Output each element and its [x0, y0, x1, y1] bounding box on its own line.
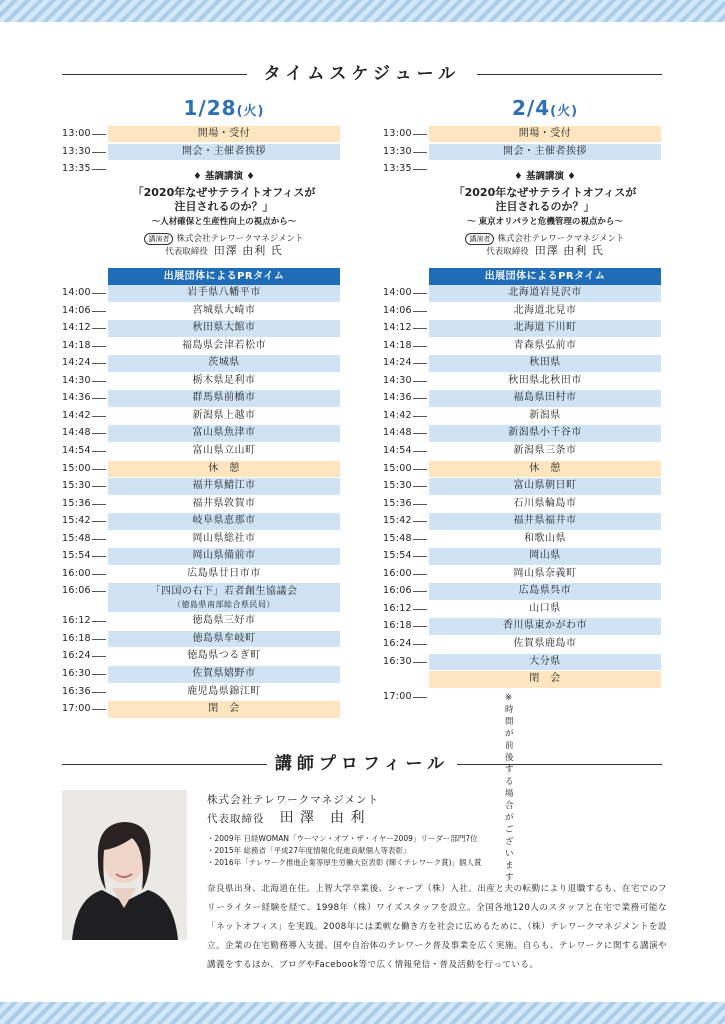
schedule-bar: 閉 会 — [429, 671, 661, 688]
time-tick — [92, 311, 106, 312]
time-label: 15:42 — [383, 515, 412, 527]
lecturer-line2 — [415, 245, 675, 258]
schedule-bar: 徳島県牟岐町 — [108, 631, 340, 648]
time-tick — [92, 521, 106, 522]
time-label: 14:18 — [383, 339, 412, 351]
lecturer-role: 代表取締役 — [486, 247, 529, 257]
schedule-bar: 新潟県小千谷市 — [429, 425, 661, 442]
top-stripe-decoration — [0, 0, 725, 22]
time-label: 13:00 — [383, 128, 412, 139]
schedule-bar: 秋田県大館市 — [108, 320, 340, 337]
schedule-bar: 福井県福井市 — [429, 513, 661, 530]
date-weekday: (火) — [236, 104, 265, 119]
award-item: ・2015年 総務省「平成27年度情報化促進貢献個人等表彰」 — [207, 846, 411, 855]
time-tick — [413, 539, 427, 540]
time-label: 14:30 — [383, 374, 412, 386]
date-header — [104, 96, 344, 120]
time-tick — [92, 469, 106, 470]
time-tick — [413, 134, 427, 135]
time-label: 14:06 — [383, 304, 412, 316]
lecturer-badge: 講演者 — [144, 233, 173, 245]
time-label: 13:00 — [62, 128, 91, 139]
lecturer-badge: 講演者 — [465, 233, 494, 245]
time-tick — [413, 591, 427, 592]
time-tick — [92, 621, 106, 622]
time-tick — [92, 539, 106, 540]
schedule-bar: 新潟県三条市 — [429, 443, 661, 460]
time-tick — [413, 293, 427, 294]
profile-name: 田 澤 由 利 — [279, 810, 366, 826]
time-tick — [413, 574, 427, 575]
time-tick — [92, 293, 106, 294]
time-label: 15:36 — [383, 497, 412, 509]
profile-name-line — [207, 807, 667, 827]
schedule-bar: 富山県立山町 — [108, 443, 340, 460]
time-label: 15:00 — [383, 462, 412, 474]
award-item: ・2016年「テレワーク推進企業等厚生労働大臣表彰 (輝くテレワーク賞)」個人賞 — [207, 858, 482, 867]
time-tick — [92, 486, 106, 487]
time-label: 16:12 — [62, 615, 91, 627]
time-label: 13:35 — [62, 163, 91, 174]
keynote-label: ♦ 基調講演 ♦ — [193, 171, 255, 182]
time-label: 14:06 — [62, 304, 91, 316]
time-tick — [413, 469, 427, 470]
time-label: 15:30 — [383, 480, 412, 492]
time-label: 16:36 — [62, 685, 91, 697]
schedule-bar: 秋田県北秋田市 — [429, 373, 661, 390]
lecturer-line2 — [94, 245, 354, 258]
time-tick — [413, 311, 427, 312]
time-tick — [413, 504, 427, 505]
keynote-title-line1: 「2020年なぜサテライトオフィスが — [453, 186, 637, 199]
schedule-bar: 茨城県 — [108, 355, 340, 372]
time-tick — [92, 709, 106, 710]
time-label: 16:00 — [383, 567, 412, 579]
profile-heading — [62, 752, 662, 776]
time-label: 14:48 — [62, 427, 91, 439]
schedule-bar: 新潟県 — [429, 408, 661, 425]
schedule-bar: 群馬県前橋市 — [108, 390, 340, 407]
time-label: 15:42 — [62, 515, 91, 527]
schedule-bar: 和歌山県 — [429, 531, 661, 548]
time-label: 16:00 — [62, 567, 91, 579]
keynote-subtitle: ～人材確保と生産性向上の視点から～ — [151, 217, 297, 227]
time-label: 16:06 — [62, 585, 91, 597]
time-label: 17:00 — [383, 690, 412, 702]
schedule-bar: 休 憩 — [429, 461, 661, 478]
time-tick — [413, 346, 427, 347]
time-label: 13:35 — [383, 163, 412, 174]
time-tick — [92, 152, 106, 153]
time-tick — [413, 398, 427, 399]
time-tick — [413, 328, 427, 329]
pr-time-header: 出展団体によるPRタイム — [429, 268, 661, 285]
time-label: 16:30 — [383, 655, 412, 667]
time-label: 15:54 — [62, 550, 91, 562]
time-tick — [413, 556, 427, 557]
time-tick — [92, 556, 106, 557]
bottom-stripe-decoration — [0, 1002, 725, 1024]
time-label: 14:36 — [383, 392, 412, 404]
time-tick — [413, 697, 427, 698]
time-label: 16:24 — [62, 650, 91, 662]
time-tick — [92, 398, 106, 399]
keynote-label: ♦ 基調講演 ♦ — [514, 171, 576, 182]
date-value: 2/4 — [511, 96, 551, 120]
schedule-bar: 佐賀県嬉野市 — [108, 666, 340, 683]
time-tick — [92, 674, 106, 675]
time-label: 14:54 — [383, 444, 412, 456]
schedule-bar: 岡山県 — [429, 548, 661, 565]
time-label: 16:24 — [383, 638, 412, 649]
schedule-bar: 広島県呉市 — [429, 583, 661, 600]
time-label: 16:06 — [383, 585, 412, 597]
time-tick — [92, 328, 106, 329]
time-label: 14:48 — [383, 427, 412, 439]
time-label: 15:54 — [383, 550, 412, 562]
time-tick — [413, 451, 427, 452]
date-header — [425, 96, 665, 120]
time-label: 16:12 — [383, 602, 412, 614]
time-label: 14:18 — [62, 339, 91, 351]
time-tick — [92, 451, 106, 452]
time-tick — [92, 504, 106, 505]
schedule-bar: 秋田県 — [429, 355, 661, 372]
schedule-bar: 青森県弘前市 — [429, 338, 661, 355]
schedule-bar: 山口県 — [429, 601, 661, 618]
schedule-bar: 佐賀県鹿島市 — [429, 636, 661, 653]
time-tick — [413, 416, 427, 417]
schedule-bar: 福井県敦賀市 — [108, 496, 340, 513]
schedule-bar: 北海道下川町 — [429, 320, 661, 337]
time-tick — [413, 363, 427, 364]
schedule-bar: 休 憩 — [108, 461, 340, 478]
award-item: ・2009年 日経WOMAN「ウーマン・オブ・ザ・イヤー2009」リーダー部門7位 — [207, 834, 478, 843]
time-label: 14:12 — [383, 322, 412, 334]
time-tick — [92, 346, 106, 347]
schedule-heading — [62, 62, 662, 86]
time-label: 14:36 — [62, 392, 91, 404]
schedule-bar: 徳島県つるぎ町 — [108, 648, 340, 665]
time-tick — [413, 521, 427, 522]
schedule-title: タイムスケジュール — [263, 64, 461, 84]
schedule-bar: 開場・受付 — [429, 126, 661, 142]
time-label: 16:18 — [62, 632, 91, 644]
keynote-title-line1: 「2020年なぜサテライトオフィスが — [132, 186, 316, 199]
schedule-bar: 開会・主催者挨拶 — [108, 144, 340, 160]
schedule-bar: 富山県魚津市 — [108, 425, 340, 442]
date-value: 1/28 — [183, 96, 237, 120]
time-tick — [413, 433, 427, 434]
lecturer-company: 株式会社テレワークマネジメント — [497, 234, 625, 244]
time-label: 16:30 — [62, 668, 91, 679]
profile-awards — [207, 833, 667, 869]
time-label: 14:24 — [62, 357, 91, 369]
time-label: 13:30 — [383, 146, 412, 157]
schedule-bar: 大分県 — [429, 654, 661, 671]
keynote-block — [415, 168, 675, 258]
speaker-photo — [62, 790, 187, 940]
schedule-bar: 徳島県三好市 — [108, 613, 340, 630]
lecturer-company: 株式会社テレワークマネジメント — [176, 234, 304, 244]
time-label: 15:30 — [62, 480, 91, 492]
time-label: 14:54 — [62, 444, 91, 456]
schedule-bar: 閉 会 — [108, 701, 340, 718]
time-tick — [413, 486, 427, 487]
schedule-bar: 広島県廿日市市 — [108, 566, 340, 583]
time-tick — [92, 381, 106, 382]
time-label: 14:12 — [62, 322, 91, 334]
time-label: 14:00 — [383, 287, 412, 298]
profile-role: 代表取締役 — [207, 813, 265, 825]
profile-bio: 奈良県出身、北海道在住。上智大学卒業後、シャープ（株）入社。出産と夫の転勤により退職するも、在宅でのフリーライター経験を経て、1998年（株）ワイズスタッフを設立。全国各地120人のスタッフと在宅で業務可能な「ネットオフィス」を実践。2008年には柔軟な働き方を社会に広めるために、（株）テレワークマネジメントを設立。企業の在宅勤務導入支援、国や自治体のテレワーク普及事業を広く実施。自らも、テレワークに関する講演や講義をするほか、ブログやFacebook等で広く情報発信・普及活動を行っている。 — [207, 884, 667, 970]
schedule-bar: 岡山県総社市 — [108, 531, 340, 548]
time-tick — [413, 626, 427, 627]
schedule-bar: 福島県田村市 — [429, 390, 661, 407]
time-label: 13:30 — [62, 146, 91, 157]
bar-main-text: 「四国の右下」若者創生協議会 — [150, 586, 298, 598]
profile-title: 講師プロフィール — [274, 754, 450, 774]
time-tick — [92, 134, 106, 135]
time-tick — [92, 692, 106, 693]
time-label: 16:18 — [383, 620, 412, 632]
time-tick — [413, 381, 427, 382]
schedule-bar: 鹿児島県錦江町 — [108, 684, 340, 701]
time-tick — [413, 662, 427, 663]
date-weekday: (火) — [550, 104, 579, 119]
time-label: 14:42 — [383, 409, 412, 421]
time-tick — [92, 574, 106, 575]
lecturer-name: 田澤 由利 氏 — [213, 244, 283, 257]
time-label: 14:00 — [62, 287, 91, 298]
schedule-bar: 岐阜県恵那市 — [108, 513, 340, 530]
time-label: 15:36 — [62, 497, 91, 509]
schedule-bar: 宮城県大崎市 — [108, 303, 340, 320]
bar-sub-text: （徳島県南部総合県民局） — [173, 600, 275, 610]
lecturer-info — [415, 233, 675, 258]
schedule-bar: 石川県輪島市 — [429, 496, 661, 513]
keynote-title-line2: 注目されるのか？」 — [495, 200, 595, 213]
pr-time-header: 出展団体によるPRタイム — [108, 268, 340, 285]
time-tick — [413, 644, 427, 645]
time-tick — [92, 416, 106, 417]
schedule-bar: 福島県会津若松市 — [108, 338, 340, 355]
time-label: 15:48 — [62, 532, 91, 544]
schedule-bar: 栃木県足利市 — [108, 373, 340, 390]
time-tick — [92, 639, 106, 640]
time-tick — [92, 591, 106, 592]
time-label: 14:42 — [62, 409, 91, 421]
time-label: 14:30 — [62, 374, 91, 386]
lecturer-name: 田澤 由利 氏 — [534, 244, 604, 257]
schedule-bar-two-line — [108, 583, 340, 612]
schedule-bar: 岡山県奈義町 — [429, 566, 661, 583]
schedule-bar: 北海道岩見沢市 — [429, 285, 661, 302]
schedule-bar: 岩手県八幡平市 — [108, 285, 340, 302]
lecturer-role: 代表取締役 — [165, 247, 208, 257]
time-tick — [413, 609, 427, 610]
schedule-bar: 新潟県上越市 — [108, 408, 340, 425]
schedule-bar: 開場・受付 — [108, 126, 340, 142]
schedule-bar: 富山県朝日町 — [429, 478, 661, 495]
keynote-title-line2: 注目されるのか？」 — [174, 200, 274, 213]
schedule-bar: 開会・主催者挨拶 — [429, 144, 661, 160]
schedule-bar: 北海道北見市 — [429, 303, 661, 320]
time-label: 15:00 — [62, 462, 91, 474]
schedule-bar: 岡山県備前市 — [108, 548, 340, 565]
time-tick — [92, 433, 106, 434]
time-label: 15:48 — [383, 532, 412, 544]
time-tick — [92, 656, 106, 657]
schedule-bar: 香川県東かがわ市 — [429, 618, 661, 635]
schedule-note: ※時間が前後する場合がございます — [505, 692, 514, 883]
time-label: 17:00 — [62, 703, 91, 715]
keynote-subtitle: ～ 東京オリパラと危機管理の視点から～ — [467, 217, 623, 227]
time-label: 14:24 — [383, 357, 412, 369]
time-tick — [413, 152, 427, 153]
lecturer-info — [94, 233, 354, 258]
schedule-bar: 福井県鯖江市 — [108, 478, 340, 495]
profile-company: 株式会社テレワークマネジメント — [207, 794, 379, 806]
keynote-block — [94, 168, 354, 258]
time-tick — [92, 363, 106, 364]
